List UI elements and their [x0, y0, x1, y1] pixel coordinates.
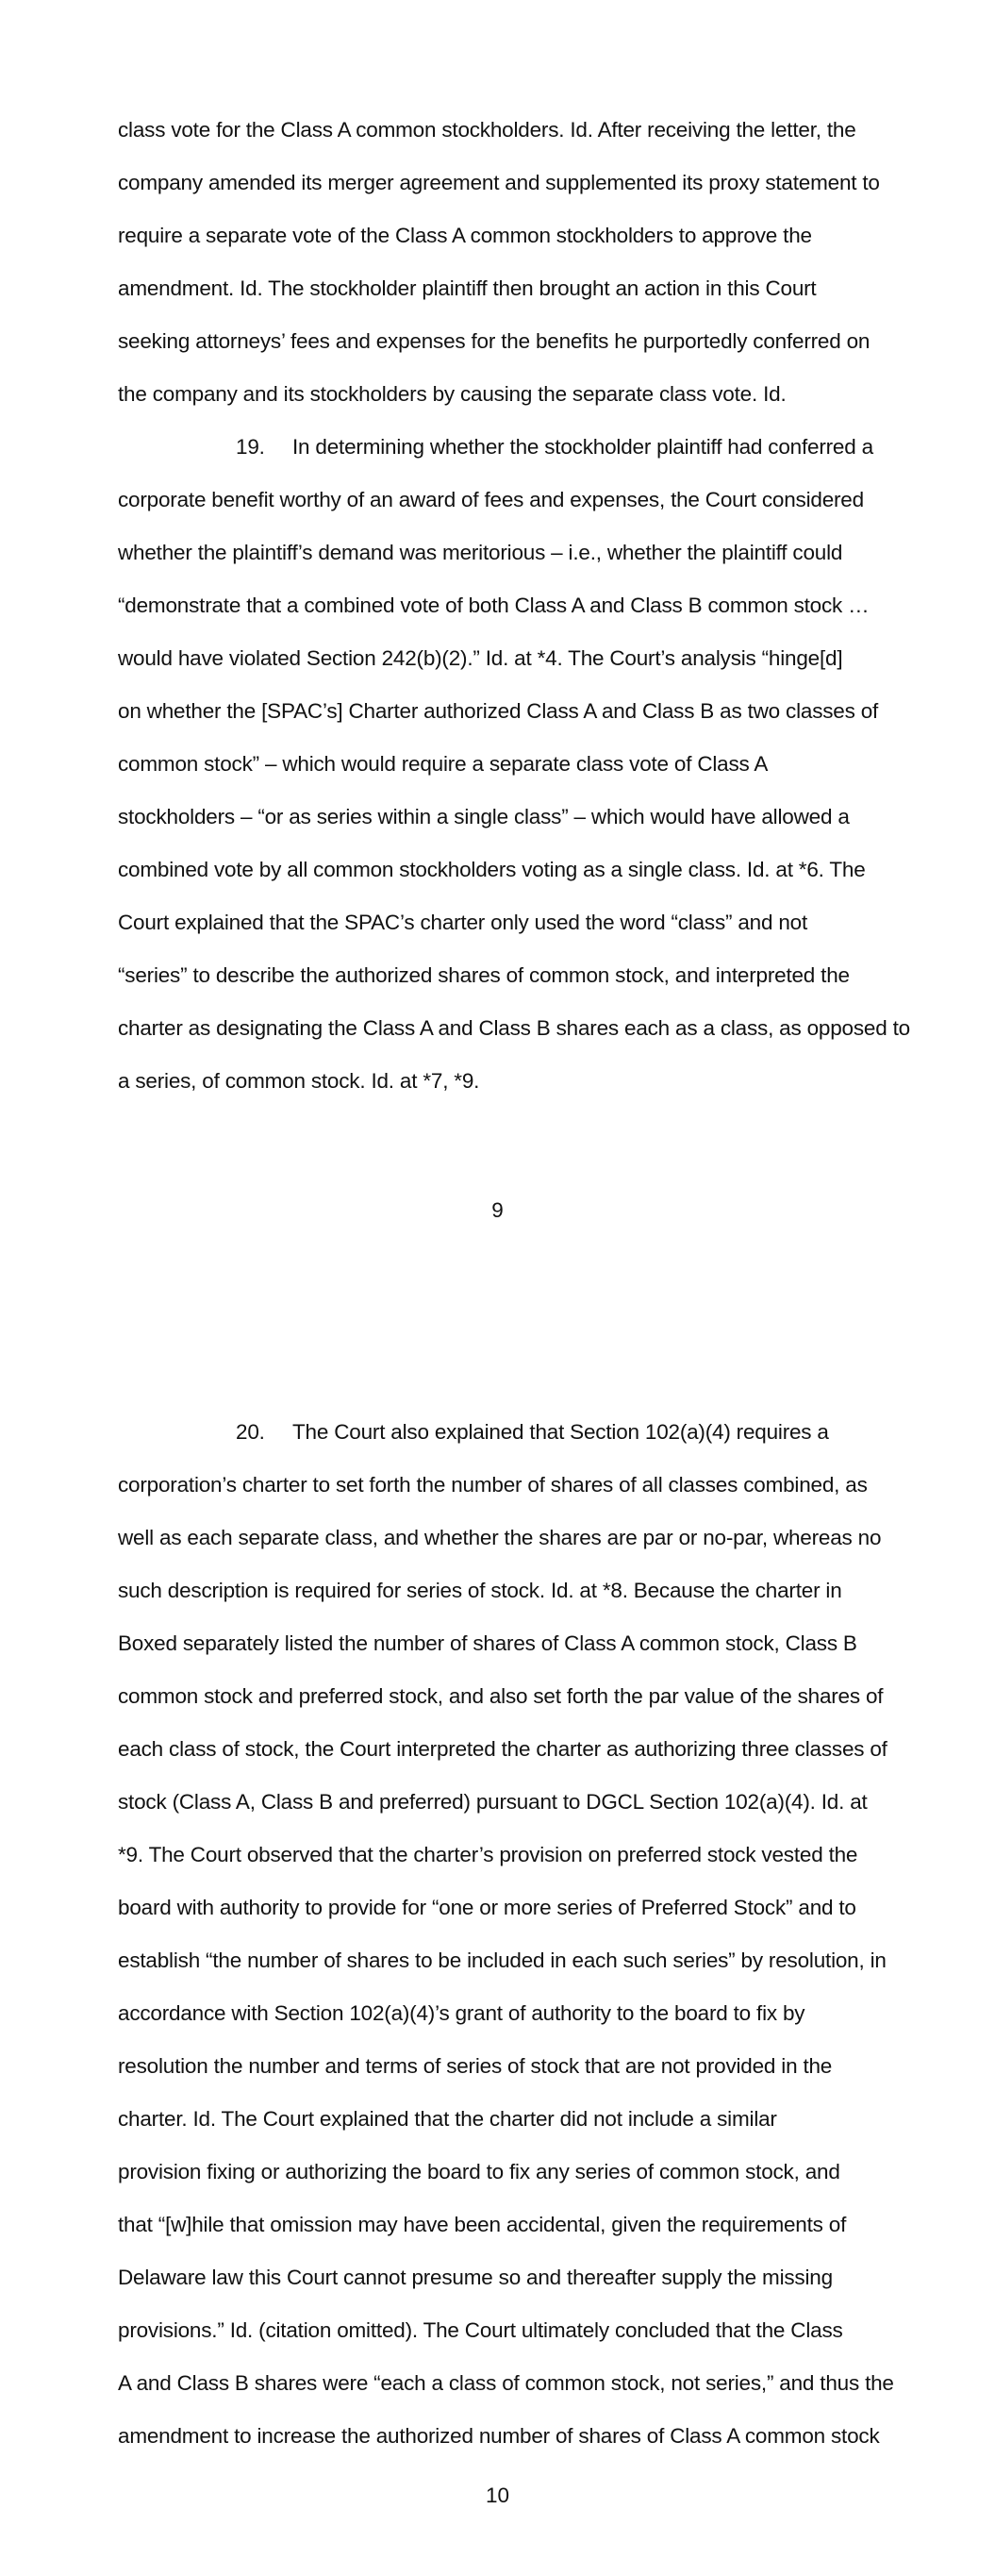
paragraph-number: 20. [236, 1420, 265, 1444]
text-line: stock (Class A, Class B and preferred) pursuant to DGCL Section 102(a)(4). Id. at [118, 1790, 868, 1814]
text-line: corporate benefit worthy of an award of fees and expenses, the Court considered [118, 488, 864, 511]
page-10 [0, 1302, 995, 2576]
paragraph-number: 19. [236, 435, 265, 459]
text-line: seeking attorneys’ fees and expenses for the benefits he purportedly conferred on [118, 329, 871, 353]
page-number: 10 [485, 2484, 510, 2507]
text-line: common stock and preferred stock, and also set forth the par value of the shares of [118, 1684, 884, 1708]
text-line: amendment to increase the authorized number of shares of Class A common stock [118, 2424, 880, 2448]
text-line: amendment. Id. The stockholder plaintiff then brought an action in this Court [118, 276, 817, 300]
text-line: board with authority to provide for “one or more series of Preferred Stock” and to [118, 1896, 856, 1919]
text-line: Court explained that the SPAC’s charter only used the word “class” and not [118, 911, 808, 934]
text-line: on whether the [SPAC’s] Charter authorized Class A and Class B as two classes of [118, 699, 879, 723]
text-line: class vote for the Class A common stockholders. Id. After receiving the letter, the [118, 118, 856, 142]
text-line: the company and its stockholders by causing the separate class vote. Id. [118, 382, 787, 406]
text-line: Boxed separately listed the number of shares of Class A common stock, Class B [118, 1631, 857, 1655]
text-line: corporation’s charter to set forth the number of shares of all classes combined, as [118, 1473, 868, 1497]
text-line: common stock” – which would require a separate class vote of Class A [118, 752, 769, 776]
text-line: well as each separate class, and whether the shares are par or no-par, whereas no [118, 1526, 882, 1549]
paragraph-20 [118, 1406, 894, 2463]
text-line: establish “the number of shares to be included in each such series” by resolution, in [118, 1949, 887, 1972]
text-line: resolution the number and terms of series of stock that are not provided in the [118, 2054, 833, 2078]
text-line: such description is required for series of stock. Id. at *8. Because the charter in [118, 1579, 842, 1602]
paragraph-continued [118, 104, 891, 421]
text-line: whether the plaintiff’s demand was meritorious – i.e., whether the plaintiff could [118, 541, 843, 564]
text-line: a series, of common stock. Id. at *7, *9. [118, 1069, 480, 1093]
text-line: The Court also explained that Section 102(a)(4) requires a [292, 1420, 829, 1444]
text-line: “series” to describe the authorized shares of common stock, and interpreted the [118, 963, 850, 987]
text-line: provisions.” Id. (citation omitted). The Court ultimately concluded that the Class [118, 2318, 843, 2342]
text-line: *9. The Court observed that the charter’s provision on preferred stock vested the [118, 1843, 858, 1866]
text-line: would have violated Section 242(b)(2).” Id. at *4. The Court’s analysis “hinge[d] [118, 646, 843, 670]
text-line: provision fixing or authorizing the board to fix any series of common stock, and [118, 2160, 840, 2183]
paragraph-19 [118, 421, 910, 1108]
text-line: charter as designating the Class A and Class B shares each as a class, as opposed to [118, 1016, 910, 1040]
text-line: require a separate vote of the Class A common stockholders to approve the [118, 224, 812, 247]
text-line: that “[w]hile that omission may have been accidental, given the requirements of [118, 2213, 847, 2236]
text-line: accordance with Section 102(a)(4)’s grant of authority to the board to fix by [118, 2001, 805, 2025]
text-line: company amended its merger agreement and supplemented its proxy statement to [118, 171, 880, 194]
text-line: “demonstrate that a combined vote of both Class A and Class B common stock … [118, 594, 870, 617]
text-line: Delaware law this Court cannot presume so and thereafter supply the missing [118, 2266, 833, 2289]
paragraph-first-line [118, 421, 891, 474]
page-number: 9 [491, 1198, 504, 1222]
text-line: charter. Id. The Court explained that the charter did not include a similar [118, 2107, 777, 2131]
paragraph-first-line [118, 1406, 891, 1459]
text-line: A and Class B shares were “each a class of common stock, not series,” and thus the [118, 2371, 894, 2395]
text-line: each class of stock, the Court interpreted the charter as authorizing three classes of [118, 1737, 887, 1761]
text-line: In determining whether the stockholder plaintiff had conferred a [292, 435, 873, 459]
text-line: stockholders – “or as series within a single class” – which would have allowed a [118, 805, 850, 828]
text-line: combined vote by all common stockholders voting as a single class. Id. at *6. The [118, 858, 866, 881]
